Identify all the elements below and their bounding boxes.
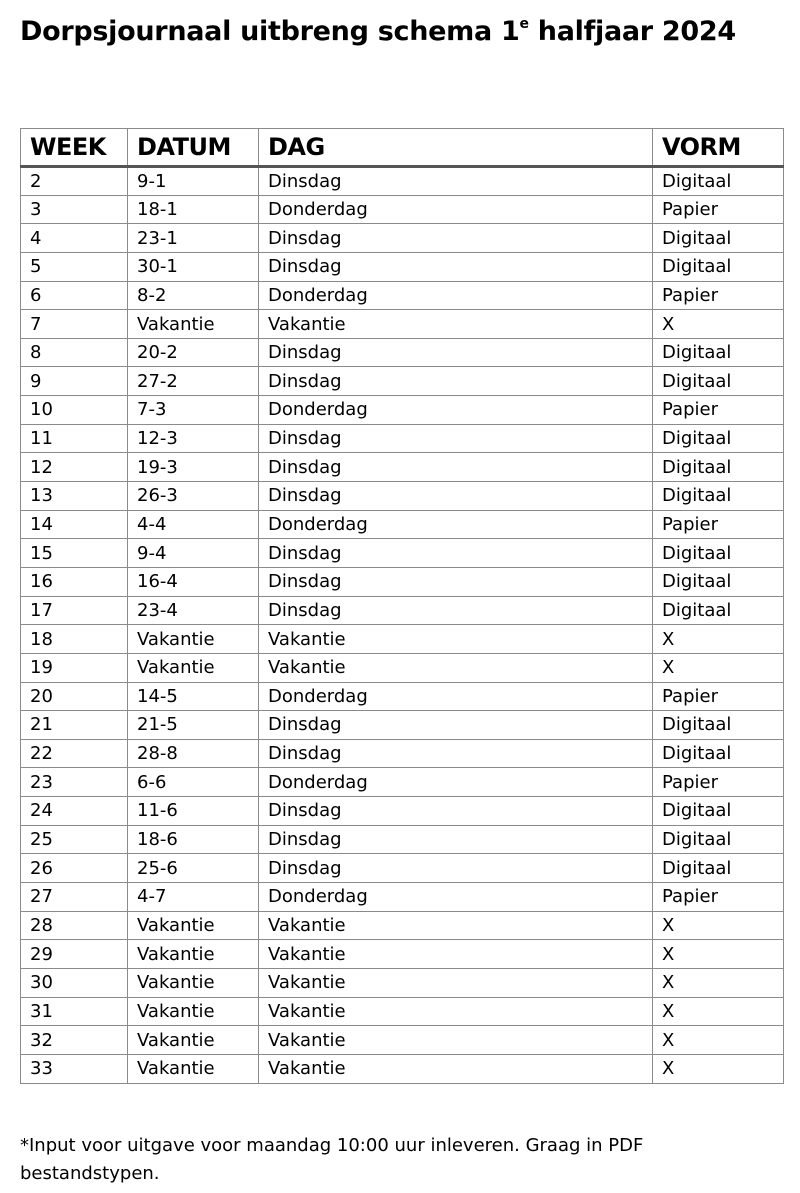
dag-cell: Donderdag	[259, 396, 653, 425]
dag-cell: Vakantie	[259, 653, 653, 682]
table-row	[21, 739, 784, 768]
footnote: *Input voor uitgave voor maandag 10:00 uur inleveren. Graag in PDF bestandstypen.	[20, 1135, 644, 1184]
table-row	[21, 367, 784, 396]
header-datum: DATUM	[128, 129, 259, 167]
datum-cell: 28-8	[128, 739, 259, 768]
header-week: WEEK	[21, 129, 128, 167]
week-cell: 5	[21, 252, 128, 281]
week-cell: 25	[21, 825, 128, 854]
week-cell: 23	[21, 768, 128, 797]
table-row	[21, 310, 784, 339]
dag-cell: Dinsdag	[259, 252, 653, 281]
vorm-cell: Papier	[653, 510, 784, 539]
week-cell: 21	[21, 711, 128, 740]
table-row	[21, 825, 784, 854]
dag-cell: Donderdag	[259, 195, 653, 224]
vorm-cell: Digitaal	[653, 739, 784, 768]
datum-cell: 16-4	[128, 567, 259, 596]
table-body	[21, 167, 784, 1084]
week-cell: 22	[21, 739, 128, 768]
table-row	[21, 711, 784, 740]
vorm-cell: Digitaal	[653, 167, 784, 196]
datum-cell: 4-7	[128, 883, 259, 912]
datum-cell: 27-2	[128, 367, 259, 396]
dag-cell: Dinsdag	[259, 854, 653, 883]
dag-cell: Dinsdag	[259, 367, 653, 396]
table-row	[21, 682, 784, 711]
dag-cell: Dinsdag	[259, 739, 653, 768]
datum-cell: Vakantie	[128, 997, 259, 1026]
datum-cell: 7-3	[128, 396, 259, 425]
table-row	[21, 940, 784, 969]
table-row	[21, 1026, 784, 1055]
table-row	[21, 911, 784, 940]
table-row	[21, 768, 784, 797]
vorm-cell: X	[653, 310, 784, 339]
table-row	[21, 596, 784, 625]
vorm-cell: Digitaal	[653, 338, 784, 367]
table-row	[21, 567, 784, 596]
datum-cell: 23-4	[128, 596, 259, 625]
dag-cell: Dinsdag	[259, 539, 653, 568]
title-superscript: e	[519, 16, 529, 32]
dag-cell: Dinsdag	[259, 825, 653, 854]
datum-cell: 19-3	[128, 453, 259, 482]
week-cell: 26	[21, 854, 128, 883]
table-row	[21, 195, 784, 224]
datum-cell: 25-6	[128, 854, 259, 883]
page-title	[20, 12, 736, 52]
table-row	[21, 1054, 784, 1083]
table-row	[21, 224, 784, 253]
table-row	[21, 453, 784, 482]
vorm-cell: Digitaal	[653, 596, 784, 625]
vorm-cell: Digitaal	[653, 711, 784, 740]
vorm-cell: Digitaal	[653, 797, 784, 826]
datum-cell: 8-2	[128, 281, 259, 310]
dag-cell: Dinsdag	[259, 567, 653, 596]
dag-cell: Dinsdag	[259, 711, 653, 740]
table-row	[21, 854, 784, 883]
table-row	[21, 167, 784, 196]
table-row	[21, 396, 784, 425]
header-dag: DAG	[259, 129, 653, 167]
week-cell: 8	[21, 338, 128, 367]
vorm-cell: X	[653, 940, 784, 969]
vorm-cell: Digitaal	[653, 567, 784, 596]
dag-cell: Dinsdag	[259, 482, 653, 511]
dag-cell: Vakantie	[259, 625, 653, 654]
dag-cell: Donderdag	[259, 510, 653, 539]
datum-cell: 6-6	[128, 768, 259, 797]
table-row	[21, 968, 784, 997]
vorm-cell: X	[653, 653, 784, 682]
vorm-cell: Papier	[653, 281, 784, 310]
vorm-cell: Papier	[653, 396, 784, 425]
table-row	[21, 252, 784, 281]
dag-cell: Donderdag	[259, 768, 653, 797]
table-row	[21, 281, 784, 310]
vorm-cell: Digitaal	[653, 367, 784, 396]
vorm-cell: Papier	[653, 768, 784, 797]
week-cell: 14	[21, 510, 128, 539]
dag-cell: Dinsdag	[259, 797, 653, 826]
datum-cell: 23-1	[128, 224, 259, 253]
vorm-cell: X	[653, 1026, 784, 1055]
week-cell: 33	[21, 1054, 128, 1083]
dag-cell: Donderdag	[259, 883, 653, 912]
schedule-table	[20, 128, 784, 1084]
week-cell: 19	[21, 653, 128, 682]
datum-cell: Vakantie	[128, 625, 259, 654]
week-cell: 10	[21, 396, 128, 425]
week-cell: 32	[21, 1026, 128, 1055]
dag-cell: Vakantie	[259, 1026, 653, 1055]
week-cell: 17	[21, 596, 128, 625]
week-cell: 16	[21, 567, 128, 596]
week-cell: 28	[21, 911, 128, 940]
vorm-cell: Papier	[653, 682, 784, 711]
datum-cell: 21-5	[128, 711, 259, 740]
dag-cell: Dinsdag	[259, 453, 653, 482]
vorm-cell: X	[653, 968, 784, 997]
week-cell: 24	[21, 797, 128, 826]
vorm-cell: Digitaal	[653, 224, 784, 253]
dag-cell: Dinsdag	[259, 424, 653, 453]
datum-cell: Vakantie	[128, 653, 259, 682]
week-cell: 7	[21, 310, 128, 339]
table-row	[21, 539, 784, 568]
vorm-cell: X	[653, 625, 784, 654]
week-cell: 2	[21, 167, 128, 196]
datum-cell: Vakantie	[128, 1054, 259, 1083]
datum-cell: Vakantie	[128, 968, 259, 997]
vorm-cell: X	[653, 997, 784, 1026]
dag-cell: Donderdag	[259, 281, 653, 310]
datum-cell: 9-4	[128, 539, 259, 568]
datum-cell: 9-1	[128, 167, 259, 196]
vorm-cell: Digitaal	[653, 854, 784, 883]
week-cell: 4	[21, 224, 128, 253]
vorm-cell: Digitaal	[653, 252, 784, 281]
vorm-cell: Digitaal	[653, 825, 784, 854]
dag-cell: Dinsdag	[259, 224, 653, 253]
week-cell: 3	[21, 195, 128, 224]
dag-cell: Vakantie	[259, 1054, 653, 1083]
dag-cell: Vakantie	[259, 997, 653, 1026]
table-row	[21, 997, 784, 1026]
datum-cell: 26-3	[128, 482, 259, 511]
datum-cell: Vakantie	[128, 940, 259, 969]
week-cell: 18	[21, 625, 128, 654]
vorm-cell: Digitaal	[653, 453, 784, 482]
week-cell: 15	[21, 539, 128, 568]
datum-cell: 20-2	[128, 338, 259, 367]
datum-cell: 18-6	[128, 825, 259, 854]
vorm-cell: X	[653, 911, 784, 940]
vorm-cell: Papier	[653, 195, 784, 224]
vorm-cell: X	[653, 1054, 784, 1083]
table-row	[21, 338, 784, 367]
week-cell: 30	[21, 968, 128, 997]
datum-cell: Vakantie	[128, 310, 259, 339]
week-cell: 12	[21, 453, 128, 482]
dag-cell: Dinsdag	[259, 167, 653, 196]
datum-cell: Vakantie	[128, 1026, 259, 1055]
dag-cell: Donderdag	[259, 682, 653, 711]
table-row	[21, 883, 784, 912]
table-row	[21, 625, 784, 654]
header-vorm: VORM	[653, 129, 784, 167]
vorm-cell: Digitaal	[653, 424, 784, 453]
dag-cell: Vakantie	[259, 310, 653, 339]
title-main: Dorpsjournaal uitbreng schema 1	[20, 16, 520, 47]
datum-cell: Vakantie	[128, 911, 259, 940]
dag-cell: Vakantie	[259, 940, 653, 969]
vorm-cell: Papier	[653, 883, 784, 912]
vorm-cell: Digitaal	[653, 482, 784, 511]
vorm-cell: Digitaal	[653, 539, 784, 568]
datum-cell: 11-6	[128, 797, 259, 826]
dag-cell: Vakantie	[259, 968, 653, 997]
datum-cell: 14-5	[128, 682, 259, 711]
datum-cell: 12-3	[128, 424, 259, 453]
dag-cell: Dinsdag	[259, 596, 653, 625]
week-cell: 31	[21, 997, 128, 1026]
table-row	[21, 482, 784, 511]
title-rest: halfjaar 2024	[528, 16, 736, 47]
week-cell: 13	[21, 482, 128, 511]
week-cell: 27	[21, 883, 128, 912]
table-row	[21, 510, 784, 539]
datum-cell: 30-1	[128, 252, 259, 281]
datum-cell: 4-4	[128, 510, 259, 539]
datum-cell: 18-1	[128, 195, 259, 224]
week-cell: 9	[21, 367, 128, 396]
table-row	[21, 424, 784, 453]
week-cell: 29	[21, 940, 128, 969]
week-cell: 6	[21, 281, 128, 310]
table-row	[21, 797, 784, 826]
table-header-row	[21, 129, 784, 167]
table-row	[21, 653, 784, 682]
week-cell: 20	[21, 682, 128, 711]
dag-cell: Vakantie	[259, 911, 653, 940]
week-cell: 11	[21, 424, 128, 453]
dag-cell: Dinsdag	[259, 338, 653, 367]
